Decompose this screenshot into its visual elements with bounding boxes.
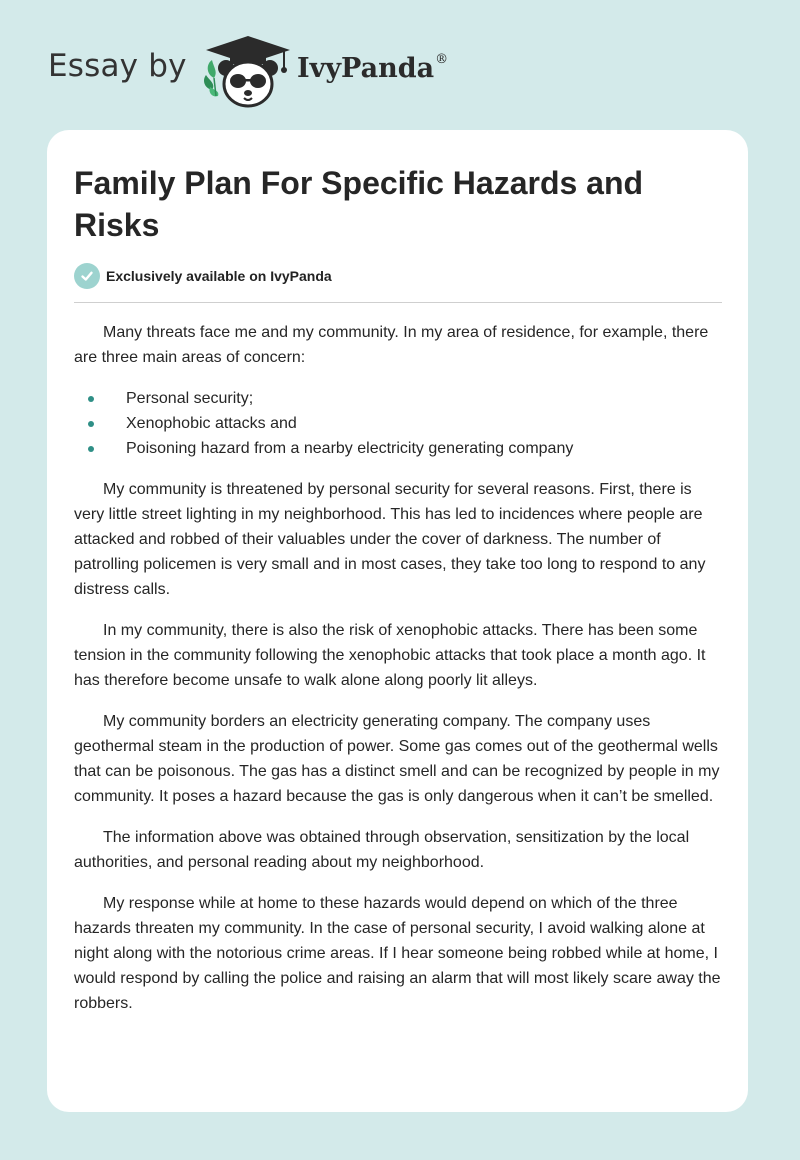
registered-mark: ® — [435, 52, 449, 67]
header — [0, 0, 800, 130]
divider — [74, 302, 722, 303]
list-item — [74, 411, 722, 436]
paragraph: My community borders an electricity generating company. The company uses geothermal steam in the production of power. Some gas comes out of the geothermal wells that can be poisonous. The gas has a distinct smell and can be recognized by people in my community. It poses a hazard because the gas is only dangerous when it can’t be smelled. — [74, 713, 720, 805]
page-title: Family Plan For Specific Hazards and Risks — [74, 165, 644, 243]
list-item-text: Personal security; — [126, 390, 254, 407]
essay-body — [74, 320, 722, 1032]
list-item — [74, 436, 722, 461]
bullet-icon — [88, 396, 94, 402]
brand-name[interactable] — [297, 52, 448, 84]
exclusive-badge — [74, 263, 332, 289]
paragraph: My community is threatened by personal security for several reasons. First, there is very little street lighting in my neighborhood. This has led to incidences where people are attacked and robbed of their valuables under the cover of darkness. The number of patrolling policemen is very small and in most cases, they take too long to respond to any distress calls. — [74, 481, 706, 598]
panda-graduate-icon[interactable] — [200, 34, 296, 110]
concerns-list — [74, 386, 722, 461]
paragraph: In my community, there is also the risk of xenophobic attacks. There has been some tension in the community following the xenophobic attacks that took place a month ago. It has therefore become unsafe to walk alone along poorly lit alleys. — [74, 622, 706, 689]
paragraph: Many threats face me and my community. In my area of residence, for example, there are three main areas of concern: — [74, 324, 709, 366]
paragraph: The information above was obtained through observation, sensitization by the local authorities, and personal reading about my neighborhood. — [74, 829, 690, 871]
brand-name-text: IvyPanda — [297, 53, 435, 84]
essay-card — [47, 130, 748, 1112]
bullet-icon — [88, 446, 94, 452]
list-item — [74, 386, 722, 411]
list-item-text: Poisoning hazard from a nearby electricity generating company — [126, 440, 574, 457]
check-icon — [74, 263, 100, 289]
badge-text: Exclusively available on IvyPanda — [106, 268, 332, 284]
list-item-text: Xenophobic attacks and — [126, 415, 297, 432]
brand-prefix: Essay by — [48, 48, 187, 84]
bullet-icon — [88, 421, 94, 427]
paragraph: My response while at home to these hazards would depend on which of the three hazards threaten my community. In the case of personal security, I avoid walking alone at night along with the notorious crime areas. If I hear someone being robbed while at home, I would respond by calling the police and raising an alarm that will most likely scare away the robbers. — [74, 895, 721, 1012]
